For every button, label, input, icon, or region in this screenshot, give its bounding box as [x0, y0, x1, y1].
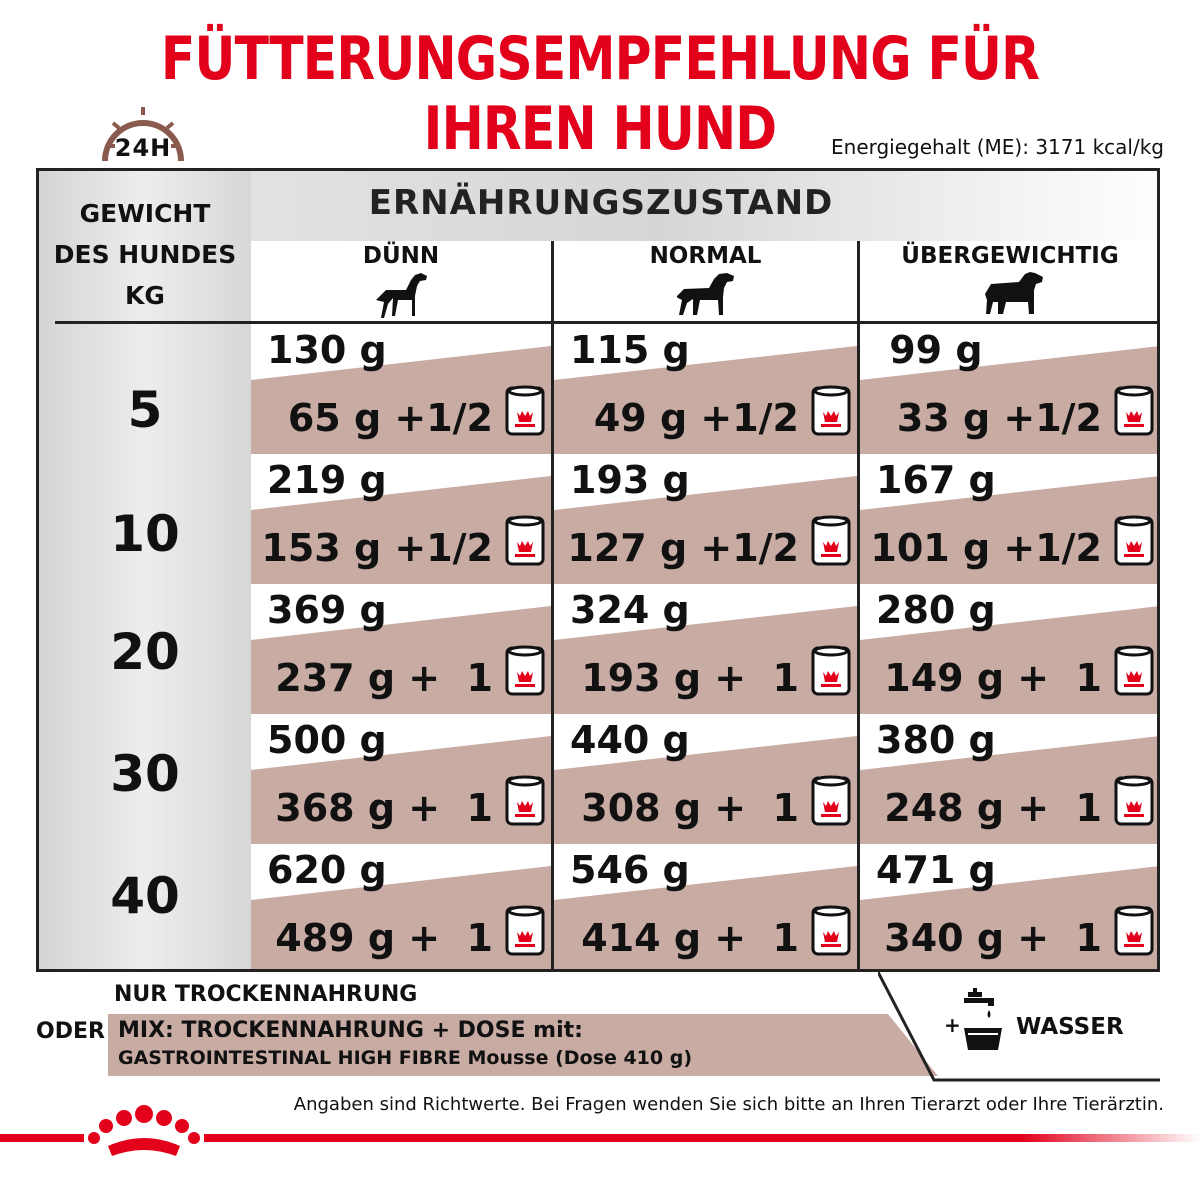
dog-normal-icon	[677, 269, 739, 319]
weight-value: 5	[127, 381, 163, 439]
feeding-cell	[554, 584, 857, 714]
svg-text:+: +	[944, 1013, 961, 1037]
feeding-cell	[860, 324, 1160, 454]
can-icon	[1114, 514, 1154, 568]
feeding-cell	[860, 844, 1160, 972]
feeding-cell	[554, 714, 857, 844]
weight-value: 10	[110, 505, 180, 563]
dry-amount: 369 g	[267, 588, 387, 632]
dry-amount: 99 g	[876, 328, 983, 372]
mix-amount: 149 g + 1	[884, 656, 1102, 700]
weight-column	[39, 171, 251, 969]
can-icon	[1114, 644, 1154, 698]
dry-amount: 167 g	[876, 458, 996, 502]
mix-amount: 368 g + 1	[275, 786, 493, 830]
can-icon	[1114, 904, 1154, 958]
dry-amount: 130 g	[267, 328, 387, 372]
weight-header-line: DES HUNDES	[53, 240, 237, 269]
mix-amount: 153 g +1/2	[261, 526, 493, 570]
can-icon	[811, 644, 851, 698]
feeding-cell	[251, 844, 551, 972]
can-icon	[505, 644, 545, 698]
legend-product: GASTROINTESTINAL HIGH FIBRE Mousse (Dose 410 g)	[118, 1047, 692, 1069]
mix-amount: 308 g + 1	[581, 786, 799, 830]
can-icon	[811, 774, 851, 828]
column-header-overweight: ÜBERGEWICHTIG	[901, 243, 1119, 269]
weight-header-line: KG	[125, 281, 165, 310]
feeding-cell	[554, 844, 857, 972]
royal-canin-crown-logo	[84, 1100, 204, 1164]
feeding-cell	[860, 454, 1160, 584]
mix-amount: 49 g +1/2	[593, 396, 799, 440]
mix-amount: 237 g + 1	[275, 656, 493, 700]
mix-amount: 101 g +1/2	[870, 526, 1102, 570]
can-icon	[505, 514, 545, 568]
dry-amount: 620 g	[267, 848, 387, 892]
feeding-cell	[251, 714, 551, 844]
dry-amount: 219 g	[267, 458, 387, 502]
mix-amount: 340 g + 1	[884, 916, 1102, 960]
can-icon	[505, 384, 545, 438]
can-icon	[811, 384, 851, 438]
mix-amount: 65 g +1/2	[287, 396, 493, 440]
dry-amount: 115 g	[570, 328, 690, 372]
feeding-cell	[251, 584, 551, 714]
clock-label: 24H	[114, 134, 172, 162]
dry-amount: 440 g	[570, 718, 690, 762]
mix-amount: 33 g +1/2	[896, 396, 1102, 440]
feeding-cell	[251, 324, 551, 454]
can-icon	[505, 904, 545, 958]
feeding-table	[36, 168, 1160, 972]
dry-amount: 280 g	[876, 588, 996, 632]
weight-header	[39, 193, 251, 316]
condition-header: ERNÄHRUNGSZUSTAND	[368, 183, 834, 223]
legend-or: ODER	[36, 1019, 105, 1044]
dog-thin-icon	[373, 269, 431, 319]
energy-content: Energiegehalt (ME): 3171 kcal/kg	[831, 135, 1164, 159]
dry-amount: 546 g	[570, 848, 690, 892]
page-title: FÜTTERUNGSEMPFEHLUNG FÜR IHREN HUND	[160, 24, 1040, 164]
feeding-cell	[251, 454, 551, 584]
weight-header-line: GEWICHT	[79, 199, 211, 228]
feeding-cell	[554, 454, 857, 584]
column-header-normal: NORMAL	[649, 243, 762, 269]
feeding-cell	[554, 324, 857, 454]
weight-value: 20	[110, 623, 180, 681]
dry-amount: 324 g	[570, 588, 690, 632]
mix-amount: 127 g +1/2	[567, 526, 799, 570]
mix-amount: 193 g + 1	[581, 656, 799, 700]
weight-value: 40	[110, 867, 180, 925]
legend-mix: MIX: TROCKENNAHRUNG + DOSE mit:	[118, 1018, 583, 1043]
can-icon	[811, 904, 851, 958]
column-header-thin: DÜNN	[362, 243, 440, 269]
clock-icon	[93, 101, 193, 173]
dry-amount: 193 g	[570, 458, 690, 502]
dog-overweight-icon	[983, 269, 1047, 319]
footnote: Angaben sind Richtwerte. Bei Fragen wenden Sie sich bitte an Ihren Tierarzt oder Ihre Tierärztin.	[293, 1094, 1164, 1115]
dry-amount: 380 g	[876, 718, 996, 762]
weight-value: 30	[110, 745, 180, 803]
feeding-cell	[860, 714, 1160, 844]
legend-water: WASSER	[1016, 1014, 1124, 1040]
mix-amount: 414 g + 1	[581, 916, 799, 960]
can-icon	[1114, 384, 1154, 438]
feeding-cell	[860, 584, 1160, 714]
can-icon	[1114, 774, 1154, 828]
dry-amount: 471 g	[876, 848, 996, 892]
mix-amount: 489 g + 1	[275, 916, 493, 960]
can-icon	[811, 514, 851, 568]
mix-amount: 248 g + 1	[884, 786, 1102, 830]
water-tap-bowl-icon	[960, 988, 1006, 1060]
dry-amount: 500 g	[267, 718, 387, 762]
legend-dry-only: NUR TROCKENNAHRUNG	[114, 982, 418, 1007]
can-icon	[505, 774, 545, 828]
